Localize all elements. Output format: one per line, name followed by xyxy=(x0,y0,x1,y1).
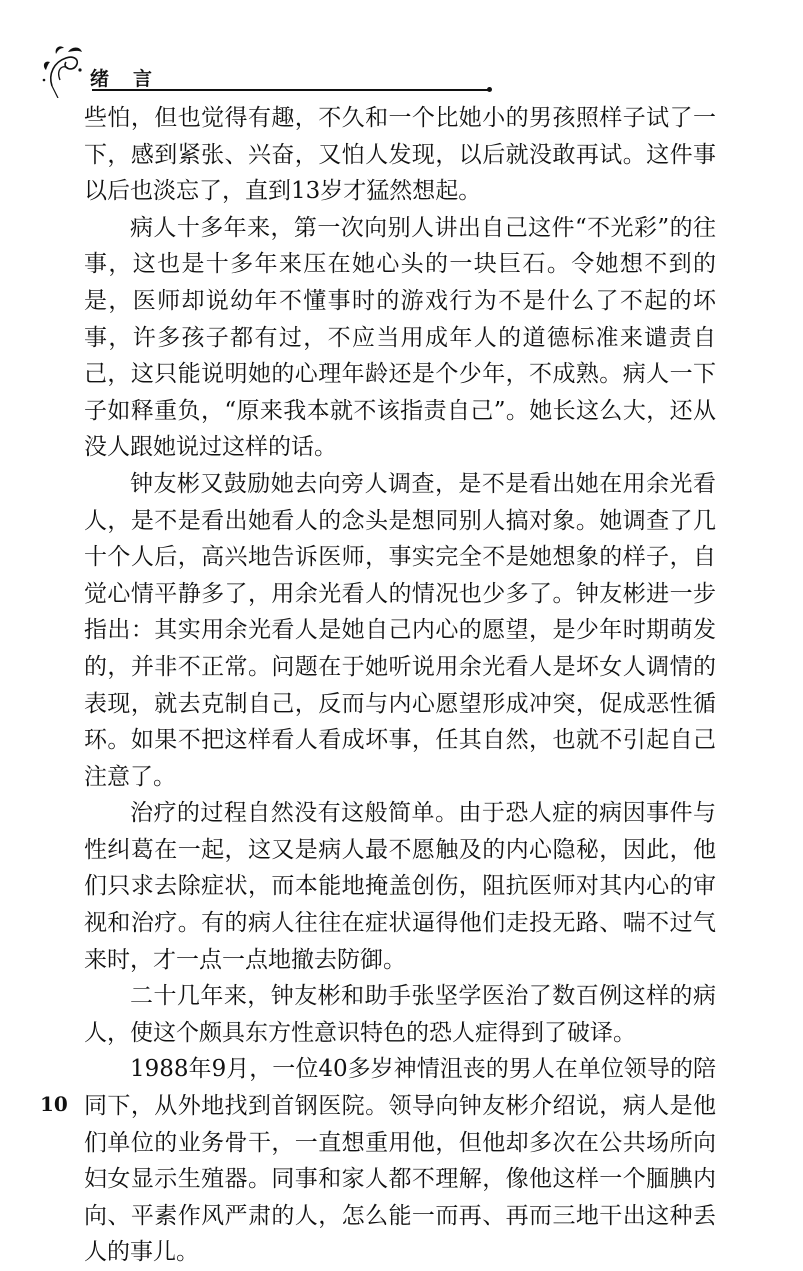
floral-ornament-icon xyxy=(38,40,96,98)
paragraph: 1988年9月，一位40多岁神情沮丧的男人在单位领导的陪同下，从外地找到首钢医院。领导向钟友彬介绍说，病人是他们单位的业务骨干，一直想重用他，但他却多次在公共场所向妇女显示生殖器。同事和家人都不理解，像他这样一个腼腆内向、平素作风严肃的人，怎么能一而再、再而三地干出这种丢人的事儿。 xyxy=(84,1056,716,1266)
paragraph: 钟友彬又鼓励她去向旁人调查，是不是看出她在用余光看人，是不是看出她看人的念头是想同别人搞对象。她调查了几十个人后，高兴地告诉医师，事实完全不是她想象的样子，自觉心情平静多了，用余光看人的情况也少多了。钟友彬进一步指出：其实用余光看人是她自己内心的愿望，是少年时期萌发的，并非不正常。问题在于她听说用余光看人是坏女人调情的表现，就去克制自己，反而与内心愿望形成冲突，促成恶性循环。如果不把这样看人看成坏事，任其自然，也就不引起自己注意了。 xyxy=(84,470,716,790)
paragraph: 些怕，但也觉得有趣，不久和一个比她小的男孩照样子试了一下，感到紧张、兴奋，又怕人发现，以后就没敢再试。这件事以后也淡忘了，直到13岁才猛然想起。 xyxy=(84,105,716,205)
body-text xyxy=(84,100,716,1271)
running-header xyxy=(38,40,490,100)
header-rule xyxy=(92,89,488,91)
paragraph: 治疗的过程自然没有这般简单。由于恐人症的病因事件与性纠葛在一起，这又是病人最不愿触及的内心隐秘，因此，他们只求去除症状，而本能地掩盖创伤，阻抗医师对其内心的审视和治疗。有的病人往往在症状逼得他们走投无路、喘不过气来时，才一点一点地撤去防御。 xyxy=(84,800,716,973)
page-number: 10 xyxy=(40,1092,68,1116)
paragraph: 病人十多年来，第一次向别人讲出自己这件“不光彩”的往事，这也是十多年来压在她心头的一块巨石。令她想不到的是，医师却说幼年不懂事时的游戏行为不是什么了不起的坏事，许多孩子都有过，不应当用成年人的道德标准来谴责自己，这只能说明她的心理年龄还是个少年，不成熟。病人一下子如释重负，“原来我本就不该指责自己”。她长这么大，还从没人跟她说过这样的话。 xyxy=(84,214,716,461)
section-title: 绪言 xyxy=(90,68,177,90)
paragraph: 二十几年来，钟友彬和助手张坚学医治了数百例这样的病人，使这个颇具东方性意识特色的恐人症得到了破译。 xyxy=(84,983,716,1046)
